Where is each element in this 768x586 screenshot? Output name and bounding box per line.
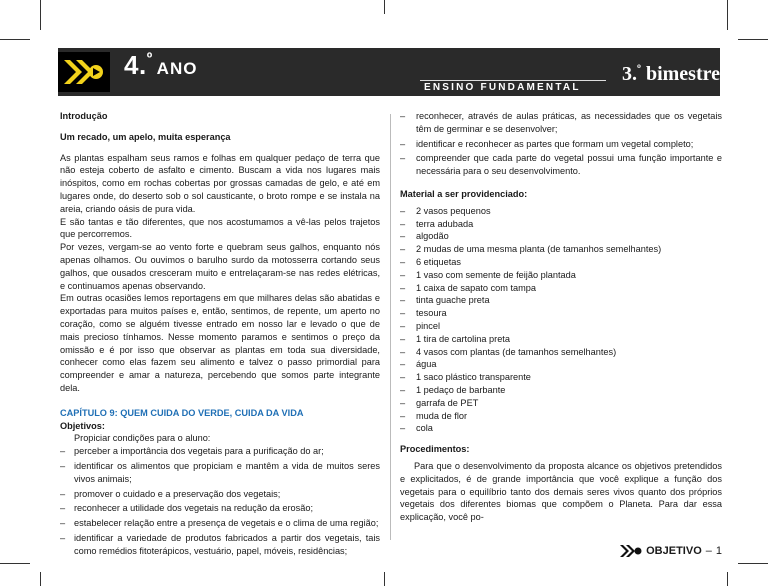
crop-mark [384,0,385,14]
list-item: – cola [400,422,722,435]
column-divider [390,114,391,540]
list-item: – 1 saco plástico transparente [400,371,722,384]
objectives-list [60,445,380,557]
page-number: 1 [715,545,722,557]
intro-subheading: Um recado, um apelo, muita esperança [60,131,231,142]
level-label: ENSINO FUNDAMENTAL [424,82,581,93]
term-label: 3.$^º$ bimestre [622,62,721,85]
paragraph: E são tantas e tão diferentes, que nos acostumamos a vê-las pelos trajetos que percorremos. [60,216,380,240]
list-item: – identificar e reconhecer as partes que formam um vegetal completo; [400,138,722,151]
list-item: – 1 tira de cartolina preta [400,333,722,346]
crop-mark [0,39,30,40]
grade-title: 4.$^º$ANO [124,50,198,80]
list-item: – tinta guache preta [400,294,722,307]
list-item: – reconhecer, através de aulas práticas, as necessidades que os vegetais têm de germinar e se desenvolver; [400,110,722,136]
list-item: – algodão [400,230,722,243]
objectives-list-continued [400,110,722,178]
procedures-heading: Procedimentos: [400,444,470,455]
list-item: – 1 caixa de sapato com tampa [400,282,722,295]
list-item: – 4 vasos com plantas (de tamanhos semelhantes) [400,346,722,359]
header-rule [420,80,606,81]
list-item: – 2 mudas de uma mesma planta (de tamanhos semelhantes) [400,243,722,256]
objectives-heading: Objetivos: [60,420,105,431]
list-item: – tesoura [400,307,722,320]
materials-list [400,205,722,435]
crop-mark [40,572,41,586]
chapter-title: CAPÍTULO 9: QUEM CUIDA DO VERDE, CUIDA DA VIDA [60,407,304,418]
list-item: – identificar a variedade de produtos fabricados a partir dos vegetais, tais como remédios fitoterápicos, vestuário, papel, móveis, residências; [60,532,380,558]
list-item: – 1 vaso com semente de feijão plantada [400,269,722,282]
list-item: – identificar os alimentos que propiciam e mantêm a vida de muitos seres vivos animais; [60,460,380,486]
list-item: – pincel [400,320,722,333]
objetivo-logo-icon [58,52,110,92]
list-item: – muda de flor [400,410,722,423]
list-item: – 2 vasos pequenos [400,205,722,218]
list-item: – compreender que cada parte do vegetal possui uma função importante e necessária para o seu desenvolvimento. [400,152,722,178]
list-item: – 1 pedaço de barbante [400,384,722,397]
list-item: – perceber a importância dos vegetais para a purificação do ar; [60,445,380,458]
right-column [400,110,722,524]
list-item: – estabelecer relação entre a presença de vegetais e o clima de uma região; [60,517,380,530]
procedures-text: Para que o desenvolvimento da proposta alcance os objetivos pretendidos e explicitados, é de grande importância que você explique a função dos vegetais para o equilíbrio tanto dos demais seres vivos quanto dos próprios vegetais dos diferentes biomas que compõem o Planeta. Para dar essa explicação, você po- [400,460,722,523]
footer-separator: – [705,545,712,557]
crop-mark [727,0,728,30]
crop-mark [0,563,30,564]
list-item: – garrafa de PET [400,397,722,410]
intro-heading: Introdução [60,111,108,121]
logo-badge [58,52,110,92]
list-item: – 6 etiquetas [400,256,722,269]
left-column [60,110,380,560]
crop-mark [40,0,41,30]
crop-mark [738,39,768,40]
page-footer [620,545,722,557]
list-item: – água [400,358,722,371]
objetivo-logo-icon [620,545,642,557]
paragraph: Por vezes, vergam-se ao vento forte e quebram seus galhos, enquanto nós apenas olhamos. Ou ouvimos o barulho surdo da motosserra cortando seus galhos, que ousados cresceram muito e entrelaçaram-se nas redes elétricas, e continuamos apenas observando. [60,242,380,291]
objectives-intro: Propiciar condições para o aluno: [74,433,211,444]
crop-mark [727,572,728,586]
crop-mark [738,563,768,564]
list-item: – reconhecer a utilidade dos vegetais na redução da erosão; [60,502,380,515]
paragraph: Em outras ocasiões lemos reportagens em que milhares delas são abatidas e exportadas para muitos países e, então, sentimos, de repente, um aperto no coração, como se alguém tivesse entrado em nosso lar e levado o que de mais precioso tínhamos. Nesse momento paramos e sentimos o preço da omissão e é por isso que observar as plantas em toda sua diversidade, conhecer como elas fazem seu alimento e talvez o passo primordial para compreender e amar a natureza, percebendo que somos parte integrante dela. [60,293,380,393]
list-item: – promover o cuidado e a preservação dos vegetais; [60,488,380,501]
list-item: – terra adubada [400,218,722,231]
footer-brand: OBJETIVO [646,545,702,557]
paragraph: As plantas espalham seus ramos e folhas em qualquer pedaço de terra que não esteja coberto de asfalto e cimento. Buscam a vida nos lugares mais inóspitos, como em rochas cobertas por grossas camadas de gelo, e até em lugares onde, do deserto sob o sol causticante, o broto rompe e se instala na areia, criando oásis de pura vida. [60,152,380,214]
materials-heading: Material a ser providenciado: [400,188,528,199]
crop-mark [384,572,385,586]
